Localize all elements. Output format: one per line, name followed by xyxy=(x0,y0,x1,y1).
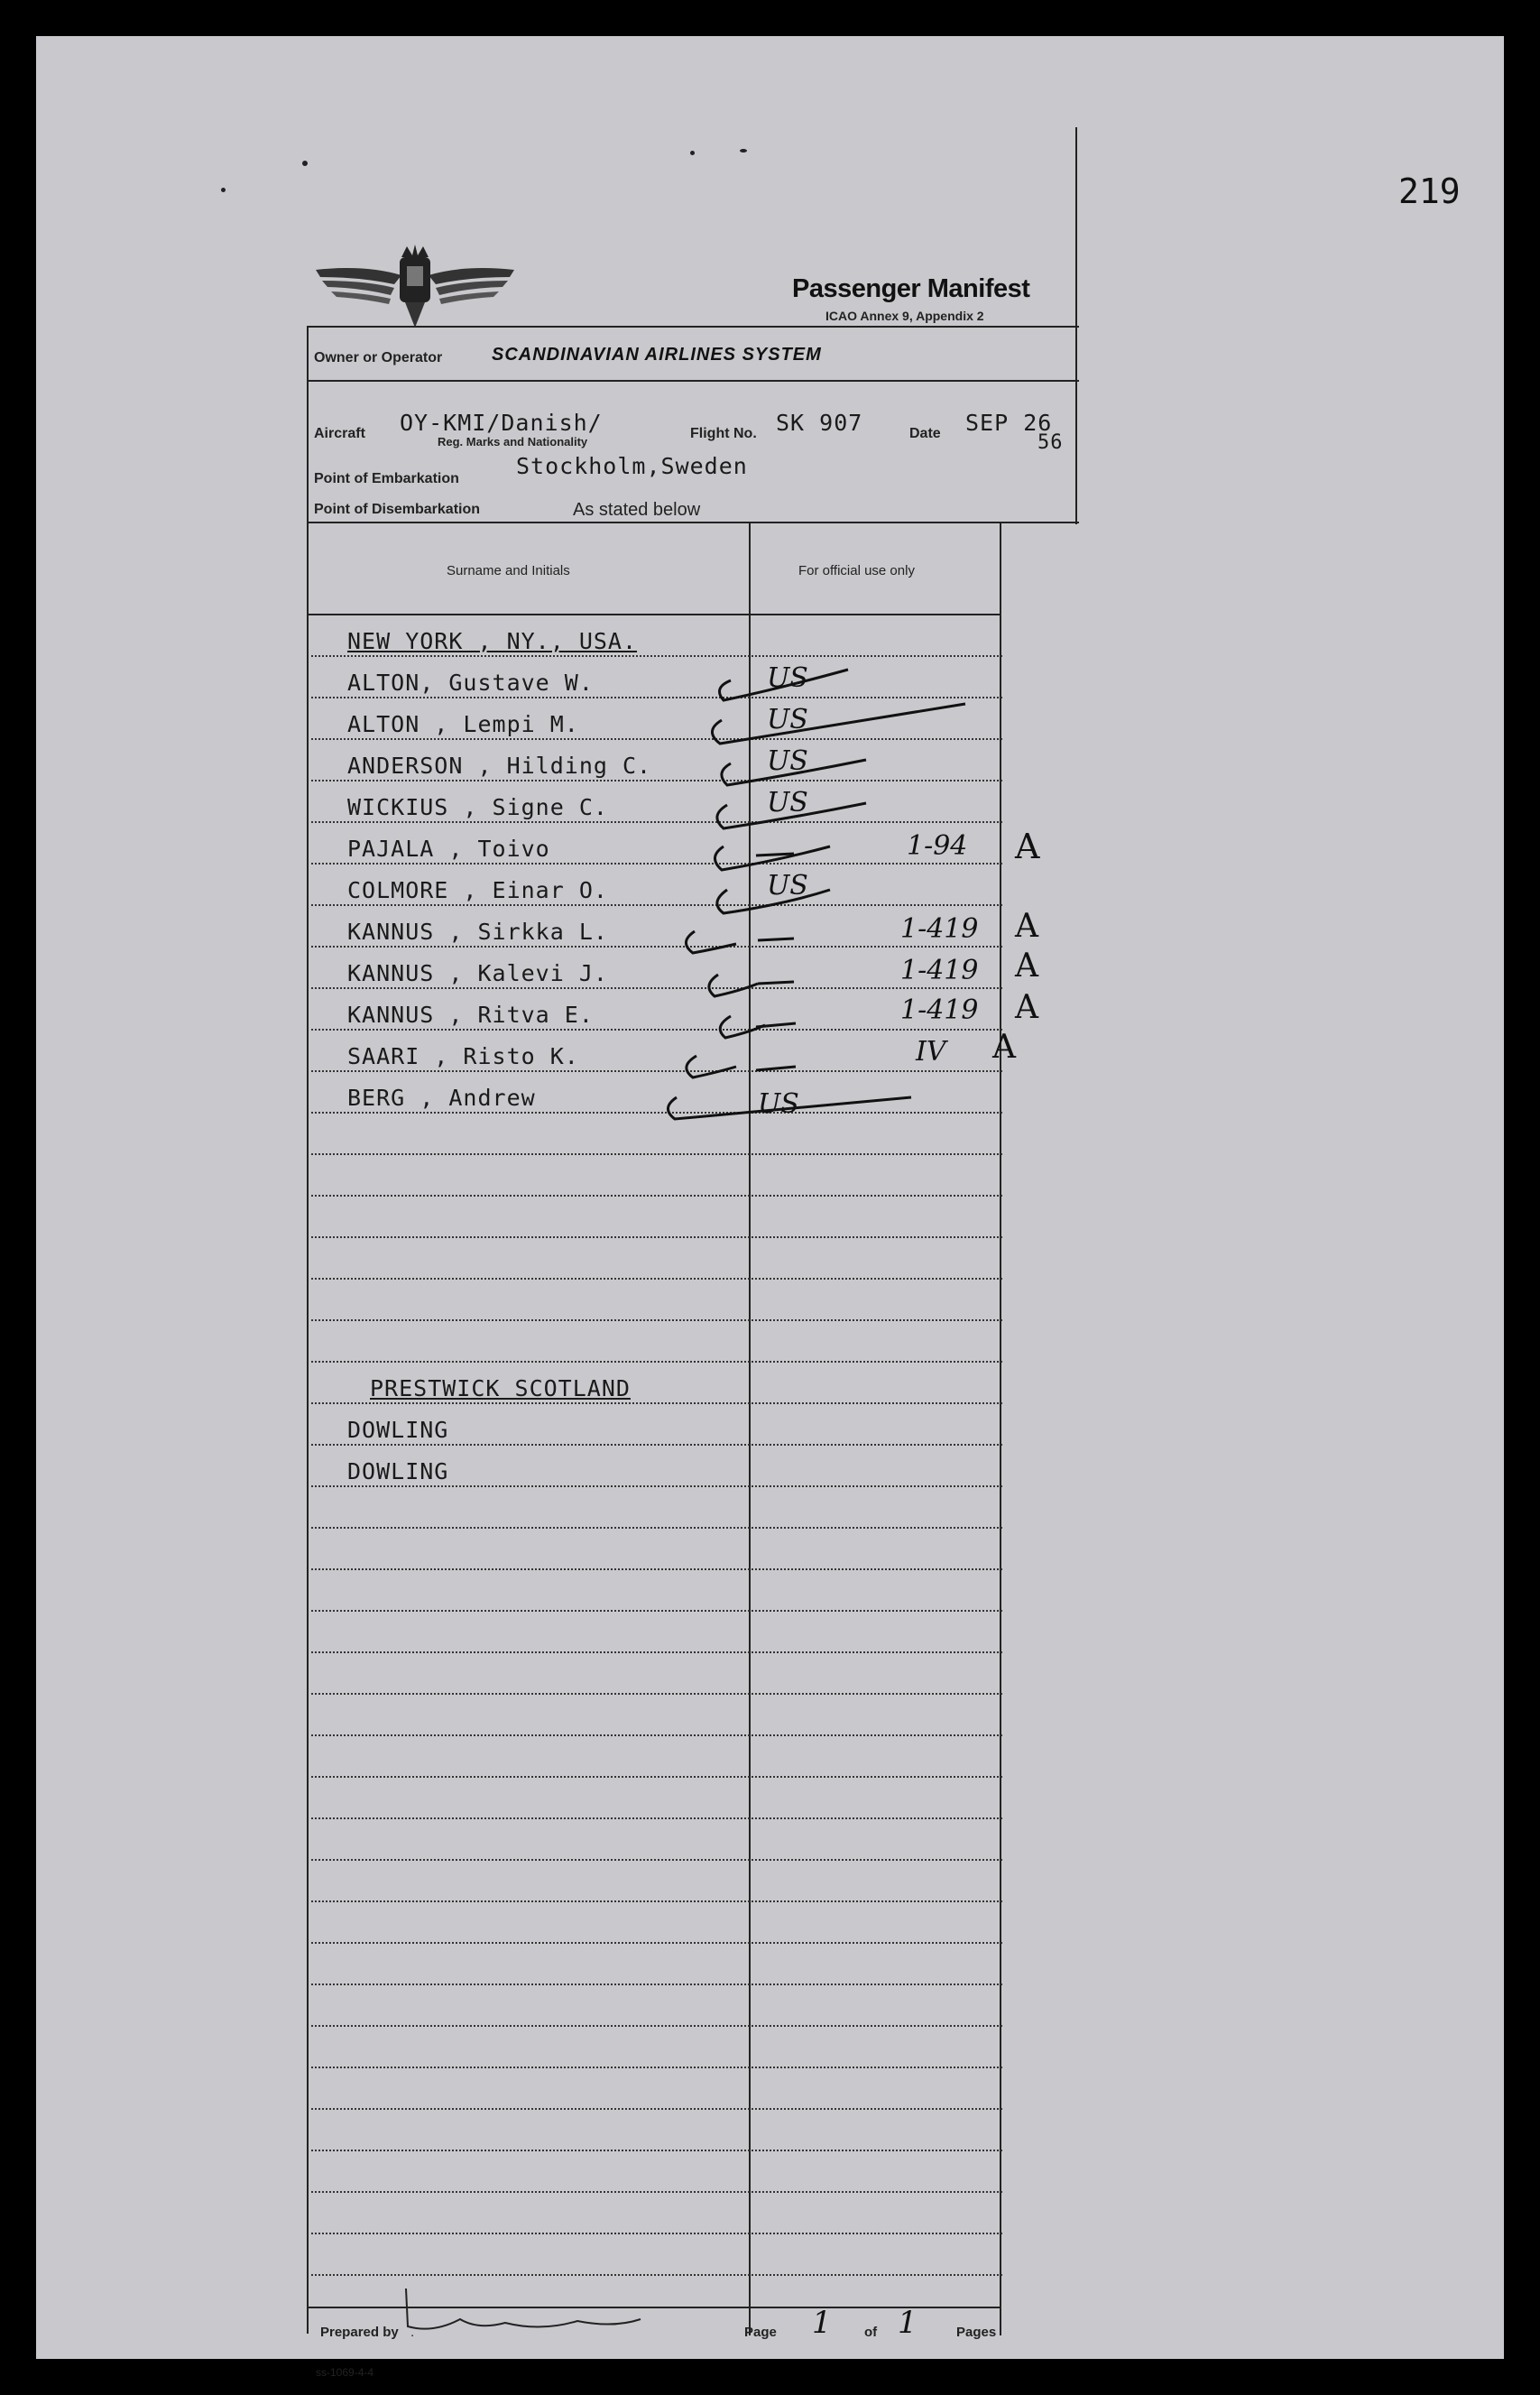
list-item: BERG , Andrew xyxy=(347,1085,536,1111)
ruled-line xyxy=(311,2108,1002,2110)
official-number: IV xyxy=(916,1036,946,1068)
list-item: ANDERSON , Hilding C. xyxy=(347,753,652,779)
date-label: Date xyxy=(909,426,941,441)
list-item: DOWLING xyxy=(347,1458,449,1484)
ruled-line xyxy=(311,1236,1002,1238)
ruled-line xyxy=(311,1610,1002,1612)
ruled-line xyxy=(311,1444,1002,1446)
list-item: SAARI , Risto K. xyxy=(347,1043,579,1069)
official-letter: A xyxy=(1015,948,1038,985)
ruled-line xyxy=(311,1984,1002,1985)
ruled-line xyxy=(311,1195,1002,1197)
official-letter: A xyxy=(1015,827,1040,866)
disembarkation-label: Point of Disembarkation xyxy=(314,502,481,517)
ruled-line xyxy=(311,1278,1002,1280)
list-item: KANNUS , Sirkka L. xyxy=(347,919,608,945)
official-letter: A xyxy=(1015,908,1038,945)
ruled-line xyxy=(311,1651,1002,1653)
list-item: ALTON , Lempi M. xyxy=(347,711,579,737)
page-label: Page xyxy=(744,2325,777,2340)
ruled-line xyxy=(311,1900,1002,1902)
official-number: 1-419 xyxy=(900,913,979,945)
embarkation-label: Point of Embarkation xyxy=(314,471,459,486)
date-value: SEP 26 xyxy=(965,410,1053,436)
of-label: of xyxy=(864,2325,878,2340)
prestwick-heading: PRESTWICK SCOTLAND xyxy=(370,1375,631,1401)
ruled-line xyxy=(311,1817,1002,1819)
list-item: WICKIUS , Signe C. xyxy=(347,794,608,820)
official-mark: US xyxy=(767,787,808,818)
official-mark: US xyxy=(758,1088,799,1120)
ink-speck xyxy=(221,188,226,192)
ruled-line xyxy=(311,2150,1002,2151)
ruled-line xyxy=(311,1776,1002,1778)
reg-marks-label: Reg. Marks and Nationality xyxy=(438,435,588,448)
form-code: ss-1069-4-4 xyxy=(316,2366,374,2379)
official-mark: US xyxy=(767,704,808,735)
ruled-line xyxy=(311,2191,1002,2193)
ruled-line xyxy=(311,1485,1002,1487)
column-header-name: Surname and Initials xyxy=(447,563,570,578)
aircraft-label: Aircraft xyxy=(314,426,365,441)
official-number: 1-419 xyxy=(900,994,979,1026)
date-year: 56 xyxy=(1037,431,1064,454)
prepared-by-dots: . xyxy=(410,2325,415,2340)
flight-label: Flight No. xyxy=(690,426,757,441)
ruled-line xyxy=(311,1942,1002,1944)
list-item: DOWLING xyxy=(347,1417,449,1443)
form-title: Passenger Manifest xyxy=(792,274,1030,303)
owner-label: Owner or Operator xyxy=(314,350,443,365)
list-item: PAJALA , Toivo xyxy=(347,836,550,862)
list-item: KANNUS , Ritva E. xyxy=(347,1002,594,1028)
ruled-line xyxy=(311,1402,1002,1404)
signature-scribble xyxy=(397,2279,740,2352)
official-letter: A xyxy=(992,1029,1016,1066)
ruled-line xyxy=(311,2274,1002,2276)
ruled-line xyxy=(311,1568,1002,1570)
manifest-form xyxy=(307,123,1079,2379)
of-number-handwritten: 1 xyxy=(898,2305,918,2341)
list-item: ALTON, Gustave W. xyxy=(347,670,594,696)
official-mark: US xyxy=(767,662,808,694)
operator-value: SCANDINAVIAN AIRLINES SYSTEM xyxy=(492,345,822,365)
ruled-line xyxy=(311,2025,1002,2027)
ruled-line xyxy=(311,1361,1002,1363)
list-item: KANNUS , Kalevi J. xyxy=(347,960,608,986)
prepared-by-label: Prepared by xyxy=(320,2325,399,2340)
official-number: 1-419 xyxy=(900,955,979,986)
ruled-line xyxy=(311,1693,1002,1695)
list-item: COLMORE , Einar O. xyxy=(347,877,608,903)
official-mark: US xyxy=(767,870,808,902)
disembarkation-value: As stated below xyxy=(573,500,701,520)
official-letter: A xyxy=(1015,989,1038,1026)
column-header-official: For official use only xyxy=(798,563,915,578)
manifest-sheet xyxy=(36,36,1504,2379)
form-subtitle: ICAO Annex 9, Appendix 2 xyxy=(825,309,984,323)
ruled-line xyxy=(311,1859,1002,1861)
ruled-line xyxy=(311,2233,1002,2234)
ruled-line xyxy=(311,1527,1002,1529)
ruled-line xyxy=(311,1153,1002,1155)
ruled-line xyxy=(311,2067,1002,2068)
official-mark: US xyxy=(767,745,808,777)
ruled-line xyxy=(311,1734,1002,1736)
flight-value: SK 907 xyxy=(776,410,863,436)
official-number: 1-94 xyxy=(907,830,968,862)
page-number: 219 xyxy=(1398,171,1461,211)
pages-label: Pages xyxy=(956,2325,997,2340)
list-item: NEW YORK , NY., USA. xyxy=(347,628,638,654)
ruled-line xyxy=(311,1319,1002,1321)
aircraft-value: OY-KMI/Danish/ xyxy=(400,410,603,436)
page-number-handwritten: 1 xyxy=(812,2305,832,2341)
embarkation-value: Stockholm,Sweden xyxy=(516,453,748,479)
